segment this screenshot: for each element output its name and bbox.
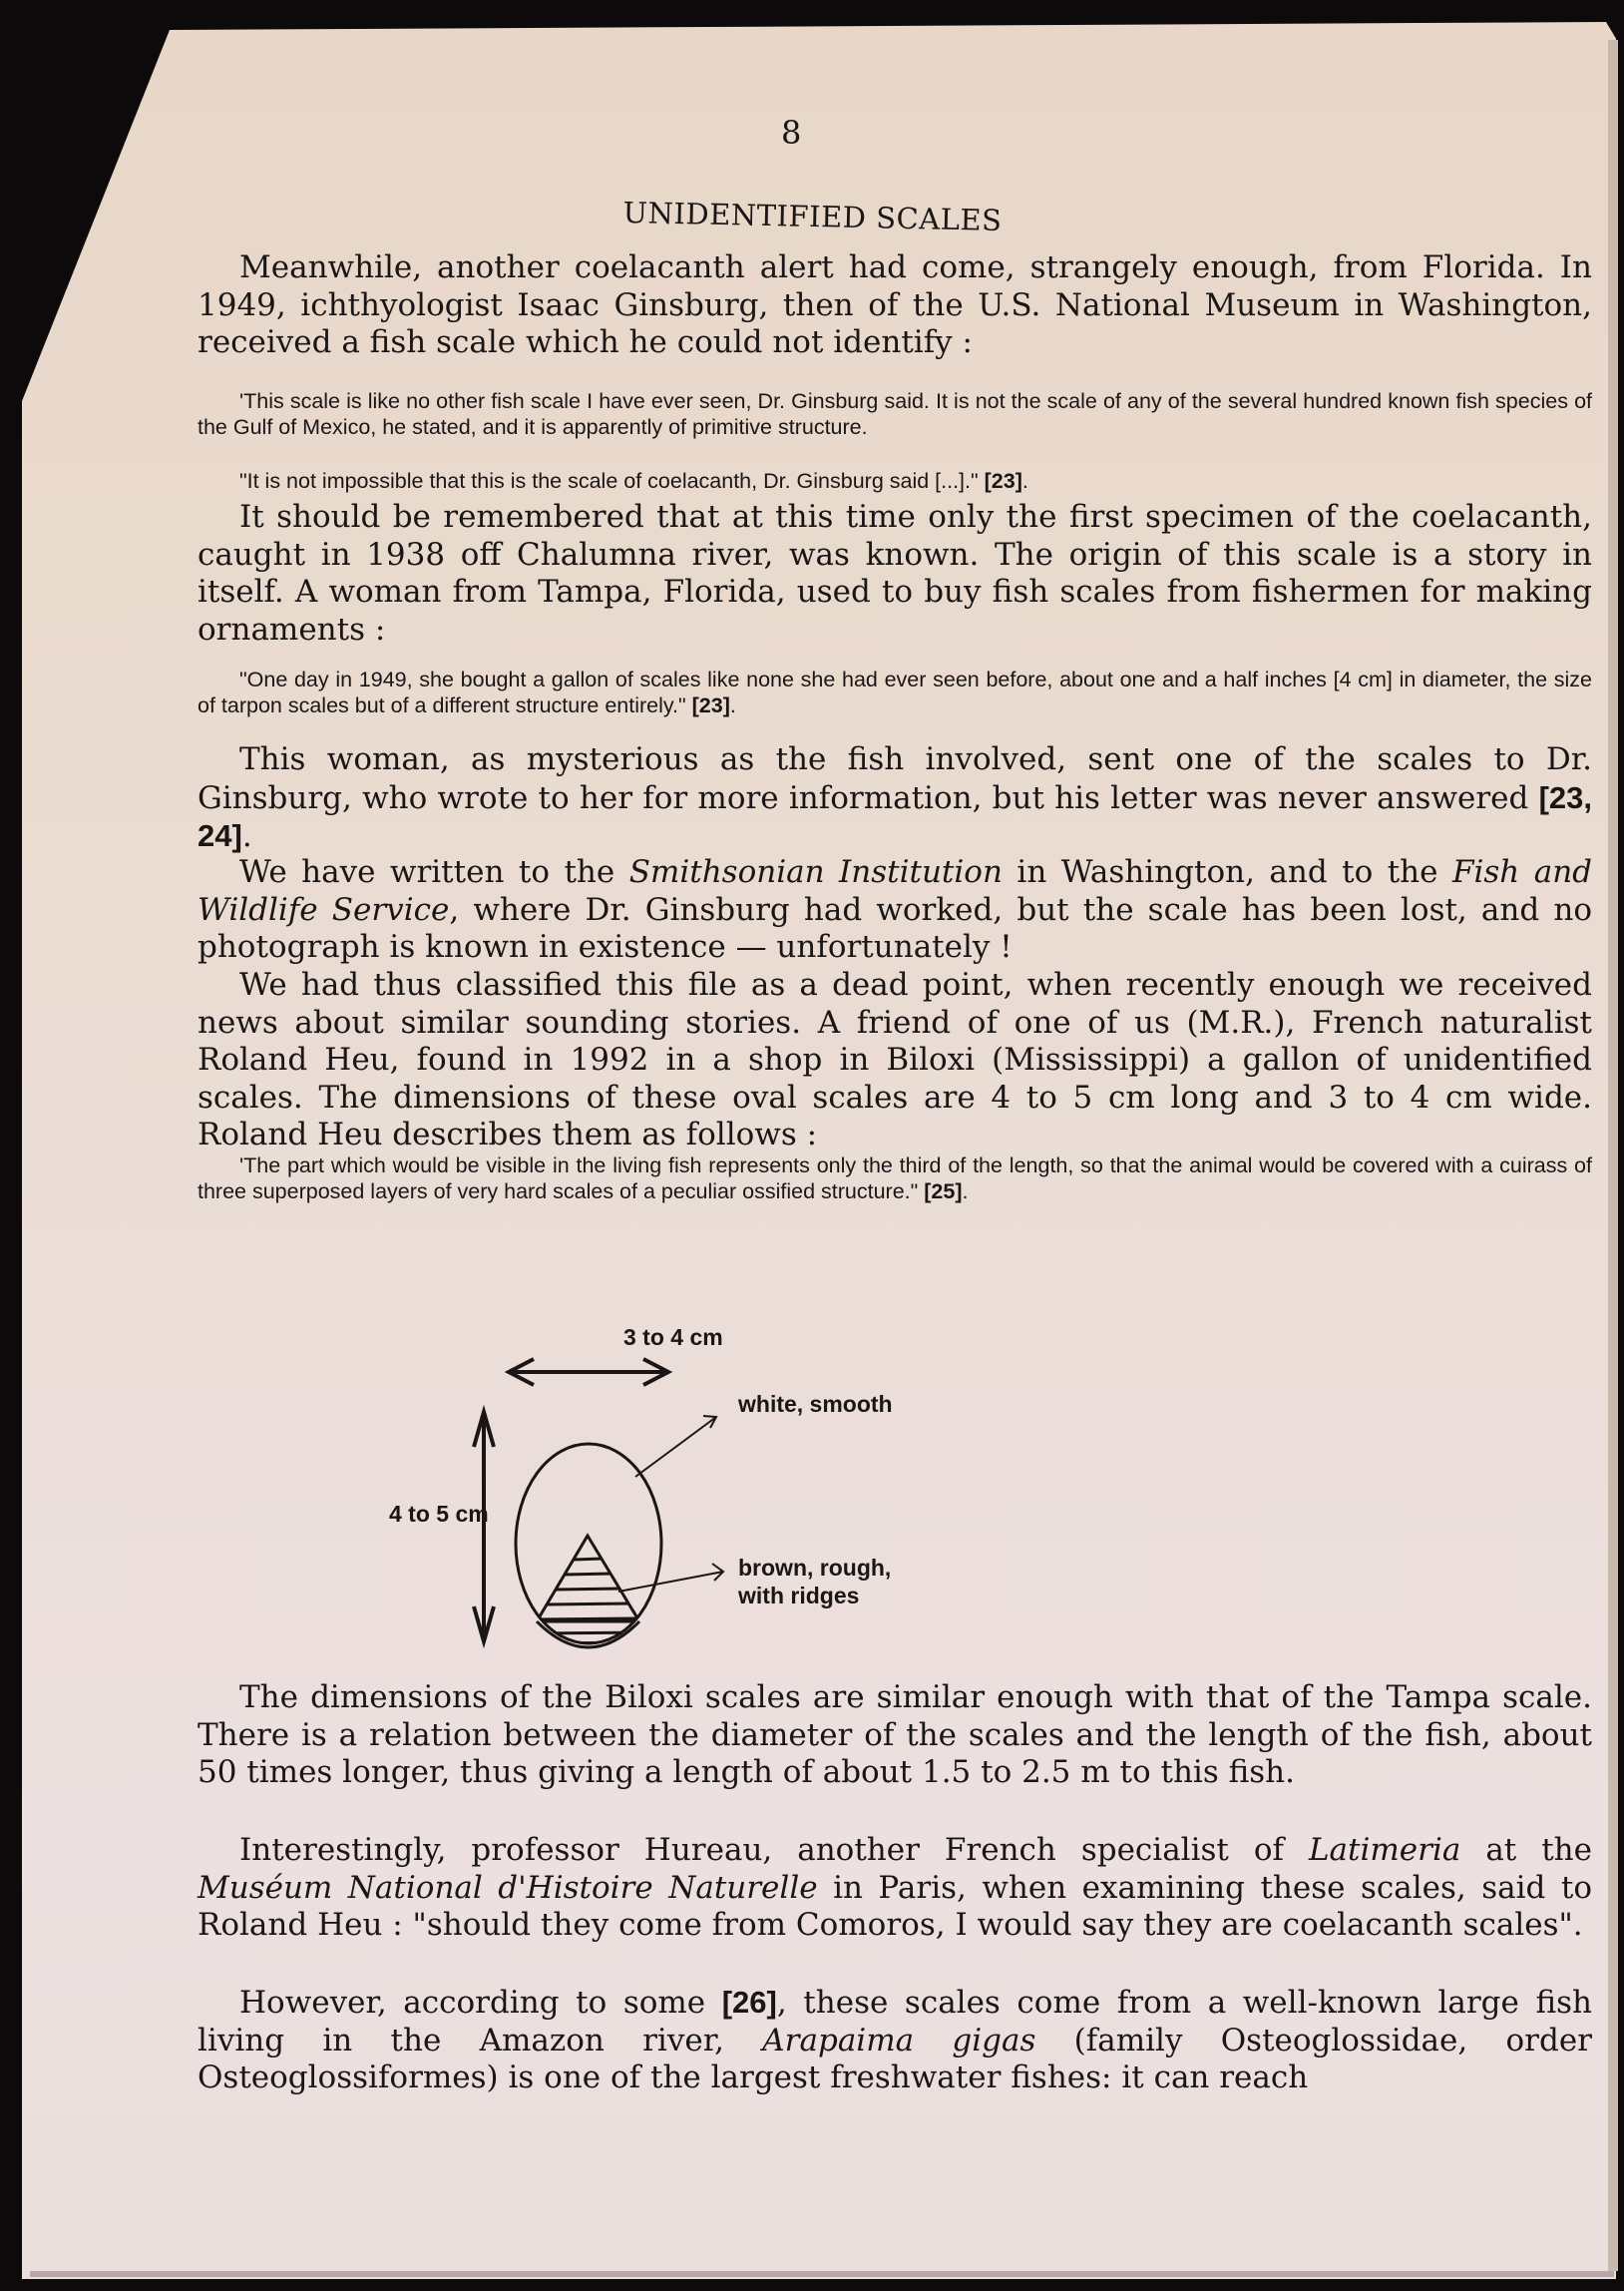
label-brown-rough: brown, rough, <box>738 1555 892 1581</box>
quote-2-end: . <box>1021 469 1028 493</box>
smithsonian-name: Smithsonian Institution <box>628 854 1003 890</box>
ridged-triangle <box>509 1536 668 1661</box>
quote-3 <box>198 667 1592 718</box>
quote-2-text: "It is not impossible that this is the scale of coelacanth, Dr. Ginsburg said [...]." <box>239 469 985 493</box>
quote-4 <box>198 1152 1592 1204</box>
quote-4-end: . <box>962 1179 969 1203</box>
label-with-ridges: with ridges <box>738 1583 860 1608</box>
paragraph-5: We had thus classified this file as a dead point, when recently enough we received news about similar sounding stories. A friend of one of us (M.R.), French naturalist Roland Heu, found in 1992 in a shop in Biloxi (Mississippi) a gallon of unidentified scales. The dimensions of these oval scales are 4 to 5 cm long and 3 to 4 cm wide. Roland Heu describes them as follows : <box>198 967 1592 1152</box>
citation-23: [23] <box>691 693 730 717</box>
quote-4-text: 'The part which would be visible in the living fish represents only the third of the length, so that the animal would be covered with a cuirass of three superposed layers of very hard scales of a peculiar ossified structure." <box>198 1153 1592 1203</box>
arapaima-name: Arapaima gigas <box>762 2022 1036 2059</box>
pointer-arrow-top <box>635 1416 716 1477</box>
paragraph-8 <box>198 1984 1592 2097</box>
height-label: 4 to 5 cm <box>389 1501 489 1527</box>
height-arrow <box>474 1412 494 1641</box>
paragraph-4-text-a: We have written to the <box>239 854 629 890</box>
fish-wildlife-name: Fish and Wildlife Service <box>198 854 1593 928</box>
quote-2 <box>198 468 1592 494</box>
paragraph-2: It should be remembered that at this time only the first specimen of the coelacanth, caught in 1938 off Chalumna river, was known. The origin of this scale is a story in itself. A woman from Tampa, Florida, used to buy fish scales from fishermen for making ornaments : <box>198 499 1592 648</box>
scale-diagram <box>379 1322 1137 1701</box>
paragraph-3-end: . <box>241 818 252 854</box>
section-heading: UNIDENTIFIED SCALES <box>622 196 1003 237</box>
pointer-arrow-bottom <box>618 1564 723 1592</box>
paragraph-3 <box>198 741 1592 856</box>
paragraph-6: The dimensions of the Biloxi scales are similar enough with that of the Tampa scale. There is a relation between the diameter of the scales and the length of the fish, about 50 times longer, thus giving a length of about 1.5 to 2.5 m to this fish. <box>198 1679 1592 1790</box>
page-number: 8 <box>781 114 802 152</box>
latimeria-name: Latimeria <box>1308 1832 1461 1868</box>
paragraph-1: Meanwhile, another coelacanth alert had come, strangely enough, from Florida. In 1949, ichthyologist Isaac Ginsburg, then of the U.S. National Museum in Washington, received a fish scale which he could not identify : <box>198 249 1592 360</box>
quote-3-end: . <box>729 693 736 717</box>
label-white-smooth: white, smooth <box>738 1391 893 1417</box>
paragraph-3-text: This woman, as mysterious as the fish involved, sent one of the scales to Dr. Ginsburg, who wrote to her for more information, but his letter was never answered <box>198 741 1592 816</box>
citation-23-24: [23, 24] <box>198 779 1592 853</box>
width-label: 3 to 4 cm <box>623 1324 723 1350</box>
paragraph-8-text-a: However, according to some <box>239 1985 722 2021</box>
width-arrow <box>509 1359 668 1385</box>
quote-1: 'This scale is like no other fish scale I have ever seen, Dr. Ginsburg said. It is not the scale of any of the several hundred known fish species of the Gulf of Mexico, he stated, and it is apparently of primitive structure. <box>198 389 1592 439</box>
paragraph-8-text-c: (family Osteoglossidae, order Osteoglossiformes) is one of the largest freshwater fishes: it can reach <box>198 2022 1593 2095</box>
citation-23: [23] <box>984 469 1022 493</box>
paragraph-7-text-a: Interestingly, professor Hureau, another French specialist of <box>239 1832 1309 1868</box>
paragraph-7-text-b: at the <box>1460 1832 1592 1868</box>
citation-26: [26] <box>721 1985 777 2020</box>
paragraph-4 <box>198 854 1592 967</box>
paragraph-7-text-c: in Paris, when examining these scales, said to Roland Heu : "should they come from Comoros, I would say they are coelacanth scales". <box>198 1869 1592 1943</box>
paragraph-4-text-b: in Washington, and to the <box>1002 854 1452 890</box>
quote-3-text: "One day in 1949, she bought a gallon of scales like none she had ever seen before, about one and a half inches [4 cm] in diameter, the size of tarpon scales but of a different structure entirely." <box>198 668 1592 717</box>
paragraph-7 <box>198 1832 1592 1945</box>
paragraph-8-text-b: , these scales come from a well-known large fish living in the Amazon river, <box>198 1985 1592 2059</box>
museum-name: Muséum National d'Histoire Naturelle <box>198 1869 818 1906</box>
citation-25: [25] <box>924 1179 963 1203</box>
paragraph-4-text-c: , where Dr. Ginsburg had worked, but the scale has been lost, and no photograph is known in existence — unfortunately ! <box>198 891 1593 965</box>
